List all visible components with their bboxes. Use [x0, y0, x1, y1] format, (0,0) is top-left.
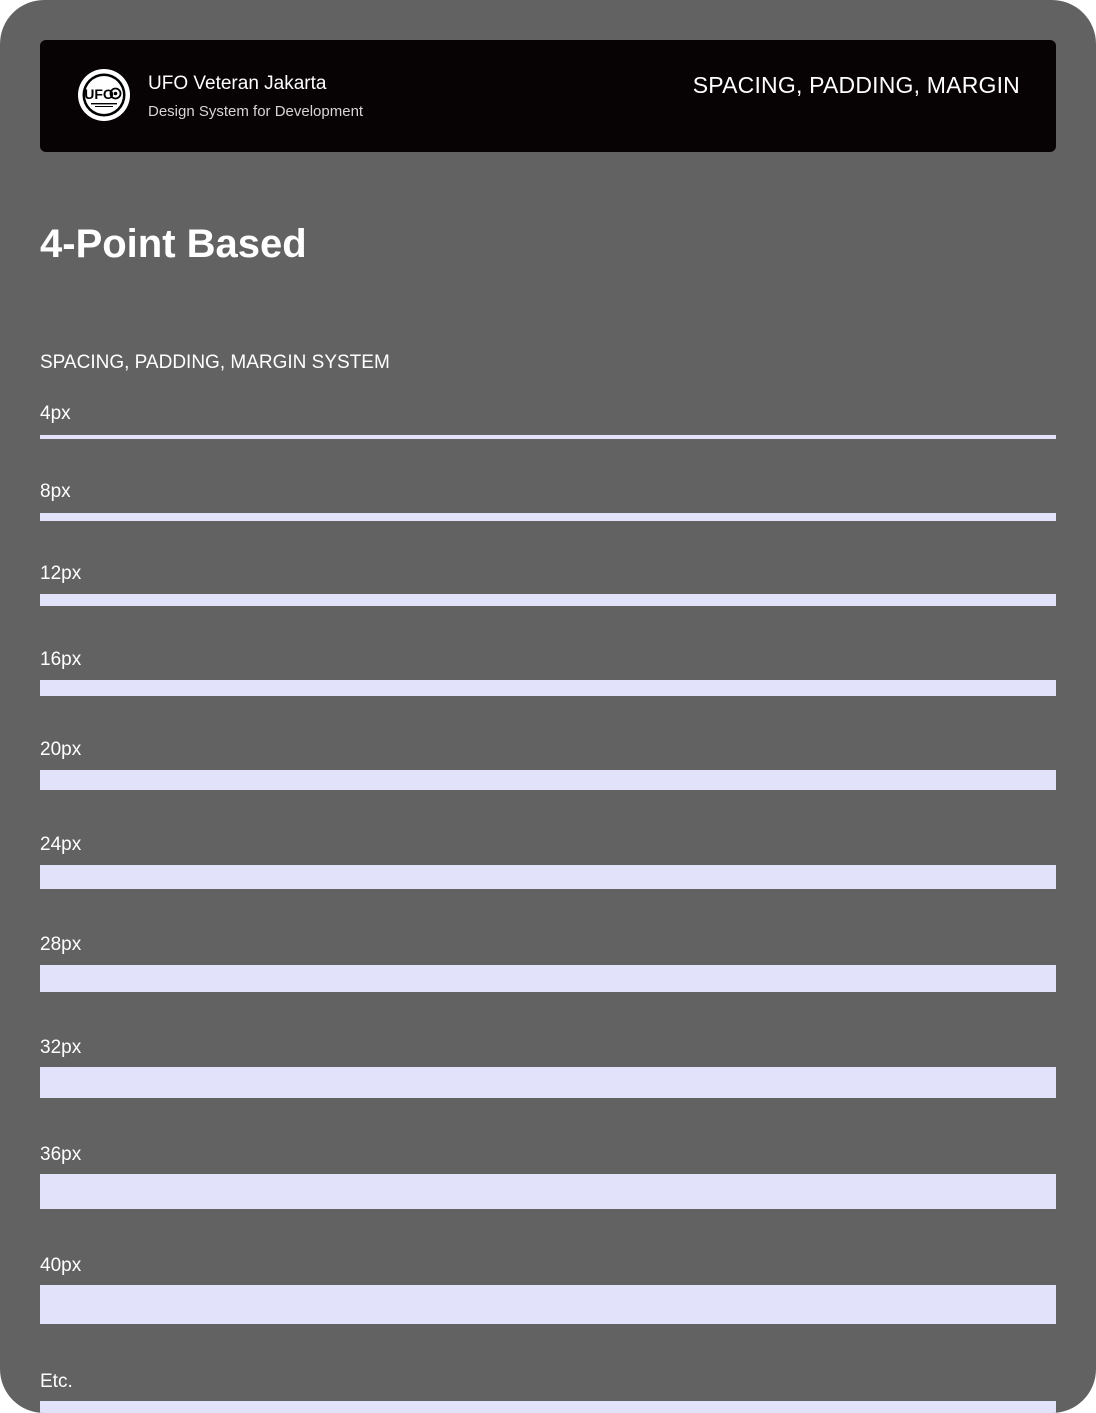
spacing-label: Etc.	[40, 1371, 73, 1392]
spacing-bar	[40, 680, 1056, 696]
spacing-label: 16px	[40, 649, 82, 670]
spacing-label: 4px	[40, 403, 71, 424]
spacing-bar	[40, 1285, 1056, 1324]
spacing-label: 12px	[40, 563, 82, 584]
spacing-label: 28px	[40, 934, 82, 955]
spacing-label: 40px	[40, 1255, 82, 1276]
spacing-label: 32px	[40, 1037, 82, 1058]
spacing-bar	[40, 770, 1056, 790]
spacing-bar	[40, 1401, 1056, 1413]
section-title: SPACING, PADDING, MARGIN SYSTEM	[40, 352, 390, 373]
spacing-bar	[40, 865, 1056, 889]
brand-subtitle: Design System for Development	[148, 103, 364, 120]
spacing-label: 20px	[40, 739, 82, 760]
spacing-bar	[40, 1174, 1056, 1209]
spacing-bar	[40, 1067, 1056, 1098]
spacing-bar	[40, 435, 1056, 439]
logo-text: UFO	[84, 86, 114, 102]
spacing-label: 8px	[40, 481, 71, 502]
header-title: SPACING, PADDING, MARGIN	[692, 72, 1020, 98]
spacing-bar	[40, 965, 1056, 992]
spacing-scale	[40, 0, 1056, 1413]
spacing-bar	[40, 594, 1056, 606]
page-title: 4-Point Based	[40, 222, 307, 266]
brand-name: UFO Veteran Jakarta	[148, 73, 327, 94]
spacing-label: 24px	[40, 834, 82, 855]
spacing-label: 36px	[40, 1144, 82, 1165]
spacing-bar	[40, 513, 1056, 521]
